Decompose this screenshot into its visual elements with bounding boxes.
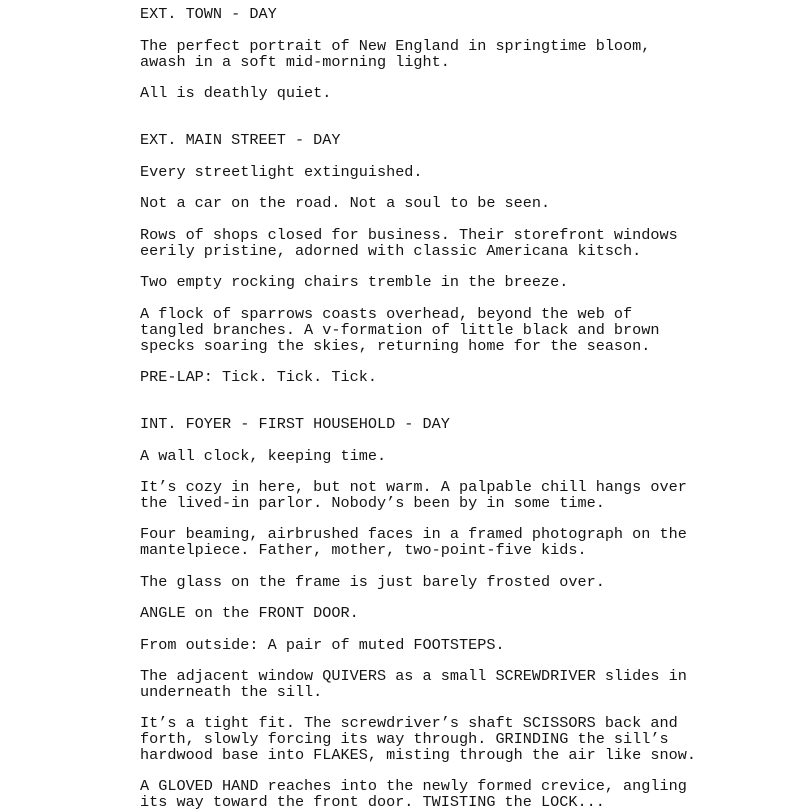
action-line: A GLOVED HAND reaches into the newly formed crevice, angling: [140, 777, 687, 795]
action-line: hardwood base into FLAKES, misting through the air like snow.: [140, 746, 696, 764]
action-line: ANGLE on the FRONT DOOR.: [140, 604, 359, 622]
action-line: specks soaring the skies, returning home for the season.: [140, 337, 651, 355]
action-line: underneath the sill.: [140, 683, 323, 701]
action-line: Every streetlight extinguished.: [140, 163, 423, 181]
scene-heading: EXT. MAIN STREET - DAY: [140, 131, 341, 149]
scene-heading: INT. FOYER - FIRST HOUSEHOLD - DAY: [140, 415, 450, 433]
action-line: A flock of sparrows coasts overhead, beyond the web of: [140, 305, 633, 323]
action-line: Not a car on the road. Not a soul to be seen.: [140, 194, 551, 212]
action-line: Rows of shops closed for business. Their storefront windows: [140, 226, 678, 244]
action-line: the lived-in parlor. Nobody’s been by in some time.: [140, 494, 605, 512]
action-line: tangled branches. A v-formation of little black and brown: [140, 321, 660, 339]
action-line: Two empty rocking chairs tremble in the breeze.: [140, 273, 569, 291]
action-line: its way toward the front door. TWISTING the LOCK...: [140, 793, 605, 811]
action-line: It’s cozy in here, but not warm. A palpable chill hangs over: [140, 478, 687, 496]
action-line: Four beaming, airbrushed faces in a framed photograph on the: [140, 525, 687, 543]
action-line: PRE-LAP: Tick. Tick. Tick.: [140, 368, 377, 386]
action-line: A wall clock, keeping time.: [140, 447, 387, 465]
action-line: The adjacent window QUIVERS as a small SCREWDRIVER slides in: [140, 667, 687, 685]
action-line: eerily pristine, adorned with classic Americana kitsch.: [140, 242, 642, 260]
action-line: The perfect portrait of New England in springtime bloom,: [140, 37, 651, 55]
action-line: forth, slowly forcing its way through. GRINDING the sill’s: [140, 730, 669, 748]
action-line: From outside: A pair of muted FOOTSTEPS.: [140, 636, 505, 654]
action-line: All is deathly quiet.: [140, 84, 332, 102]
action-line: The glass on the frame is just barely frosted over.: [140, 573, 605, 591]
action-line: mantelpiece. Father, mother, two-point-five kids.: [140, 541, 587, 559]
action-line: It’s a tight fit. The screwdriver’s shaft SCISSORS back and: [140, 714, 678, 732]
scene-heading: EXT. TOWN - DAY: [140, 5, 277, 23]
action-line: awash in a soft mid-morning light.: [140, 53, 450, 71]
